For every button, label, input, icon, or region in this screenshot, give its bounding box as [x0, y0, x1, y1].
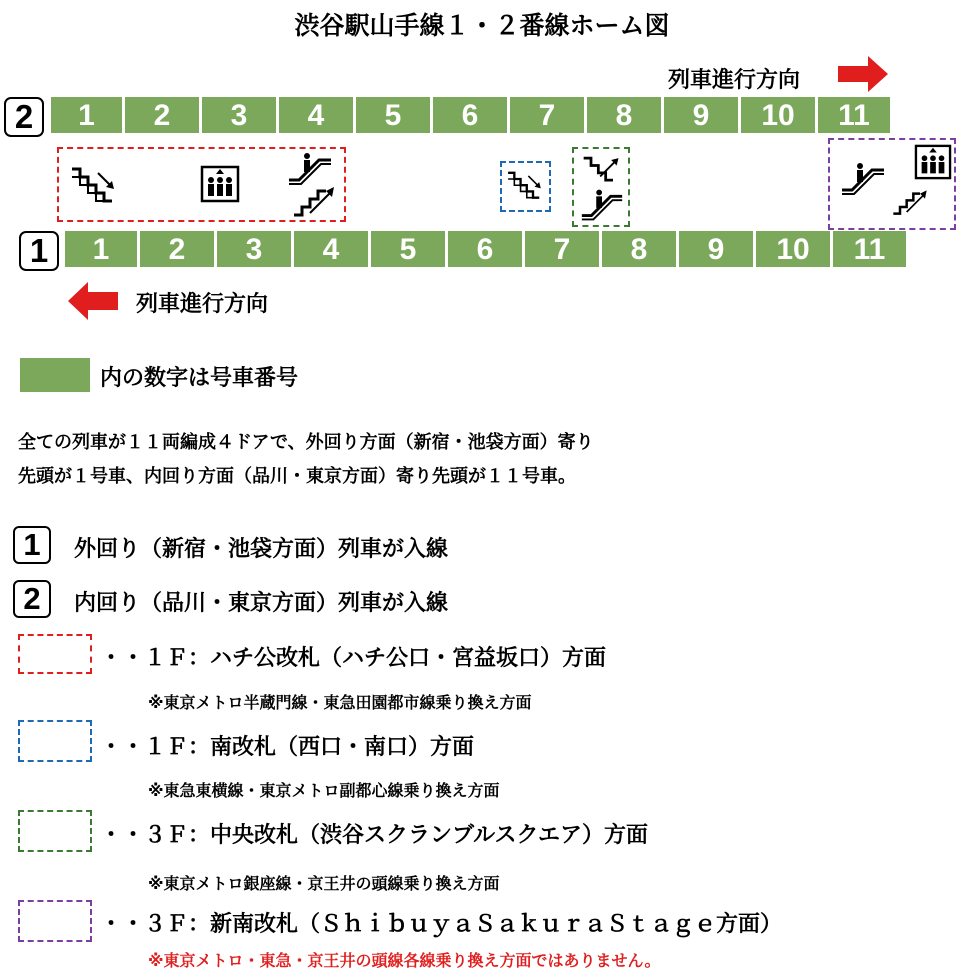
stairs-up-icon [580, 152, 624, 190]
escalator-icon [578, 188, 626, 222]
legend-hachiko-note: ※東京メトロ半蔵門線・東急田園都市線乗り換え方面 [148, 693, 532, 712]
track2-car-3: 3 [202, 97, 276, 133]
track2-cars [51, 97, 890, 133]
legend-track2-badge: 2 [13, 580, 51, 618]
stairs-down-icon [68, 165, 122, 207]
right-arrow-icon [838, 56, 890, 92]
track1-car-7: 7 [525, 231, 599, 267]
track1-car-5: 5 [371, 231, 445, 267]
track2-car-7: 7 [510, 97, 584, 133]
track1-direction-label: 列車進行方向 [136, 292, 269, 317]
escalator-icon [838, 162, 888, 196]
track2-car-1: 1 [51, 97, 122, 133]
track2-car-4: 4 [279, 97, 353, 133]
legend-new-south-note: ※東京メトロ・東急・京王井の頭線各線乗り換え方面ではありません。 [148, 951, 661, 970]
stairs-up-icon [290, 183, 338, 219]
track1-car-9: 9 [679, 231, 753, 267]
elevator-icon [914, 144, 952, 180]
legend-south-label: ・・１Ｆ：南改札（西口・南口）方面 [100, 735, 475, 760]
stairs-up-icon [890, 184, 930, 220]
legend-track1-badge: 1 [13, 526, 51, 564]
track2-badge: 2 [4, 97, 44, 137]
track1-car-4: 4 [294, 231, 368, 267]
legend-green-box [18, 810, 92, 852]
track2-car-11: 11 [818, 97, 890, 133]
track2-car-10: 10 [741, 97, 815, 133]
left-arrow-icon [66, 282, 120, 320]
track1-cars [65, 231, 906, 267]
legend-hachiko-label: ・・１Ｆ：ハチ公改札（ハチ公口・宮益坂口）方面 [100, 646, 607, 671]
escalator-icon [285, 152, 335, 186]
legend-track1-desc: 外回り（新宿・池袋方面）列車が入線 [74, 537, 449, 562]
track1-car-8: 8 [602, 231, 676, 267]
car-number-note: 内の数字は号車番号 [100, 366, 299, 391]
legend-red-box [18, 634, 92, 674]
legend-central-label: ・・３Ｆ：中央改札（渋谷スクランブルスクエア）方面 [100, 823, 649, 848]
stairs-down-icon [505, 166, 547, 206]
track1-car-2: 2 [140, 231, 214, 267]
legend-new-south-label: ・・３Ｆ：新南改札（ＳｈｉｂｕｙａＳａｋｕｒａＳｔａｇｅ方面） [100, 912, 783, 937]
track2-car-8: 8 [587, 97, 661, 133]
track2-direction-label: 列車進行方向 [668, 68, 801, 93]
track2-car-9: 9 [664, 97, 738, 133]
track2-car-6: 6 [433, 97, 507, 133]
legend-blue-box [18, 720, 92, 762]
legend-central-note: ※東京メトロ銀座線・京王井の頭線乗り換え方面 [148, 874, 500, 893]
track1-car-1: 1 [65, 231, 137, 267]
track1-badge: 1 [19, 231, 59, 271]
legend-track2-desc: 内回り（品川・東京方面）列車が入線 [74, 591, 449, 616]
track1-car-3: 3 [217, 231, 291, 267]
track1-car-10: 10 [756, 231, 830, 267]
legend-south-note: ※東急東横線・東京メトロ副都心線乗り換え方面 [148, 781, 500, 800]
track2-car-5: 5 [356, 97, 430, 133]
formation-note-line1: 全ての列車が１１両編成４ドアで、外回り方面（新宿・池袋方面）寄り [18, 432, 594, 453]
track1-car-6: 6 [448, 231, 522, 267]
legend-purple-box [18, 900, 92, 942]
track1-car-11: 11 [833, 231, 906, 267]
page-title: 渋谷駅山手線１・２番線ホーム図 [294, 11, 670, 40]
formation-note-line2: 先頭が１号車、内回り方面（品川・東京方面）寄り先頭が１１号車。 [18, 466, 576, 487]
elevator-icon [200, 165, 240, 203]
car-number-swatch [20, 358, 90, 392]
track2-car-2: 2 [125, 97, 199, 133]
